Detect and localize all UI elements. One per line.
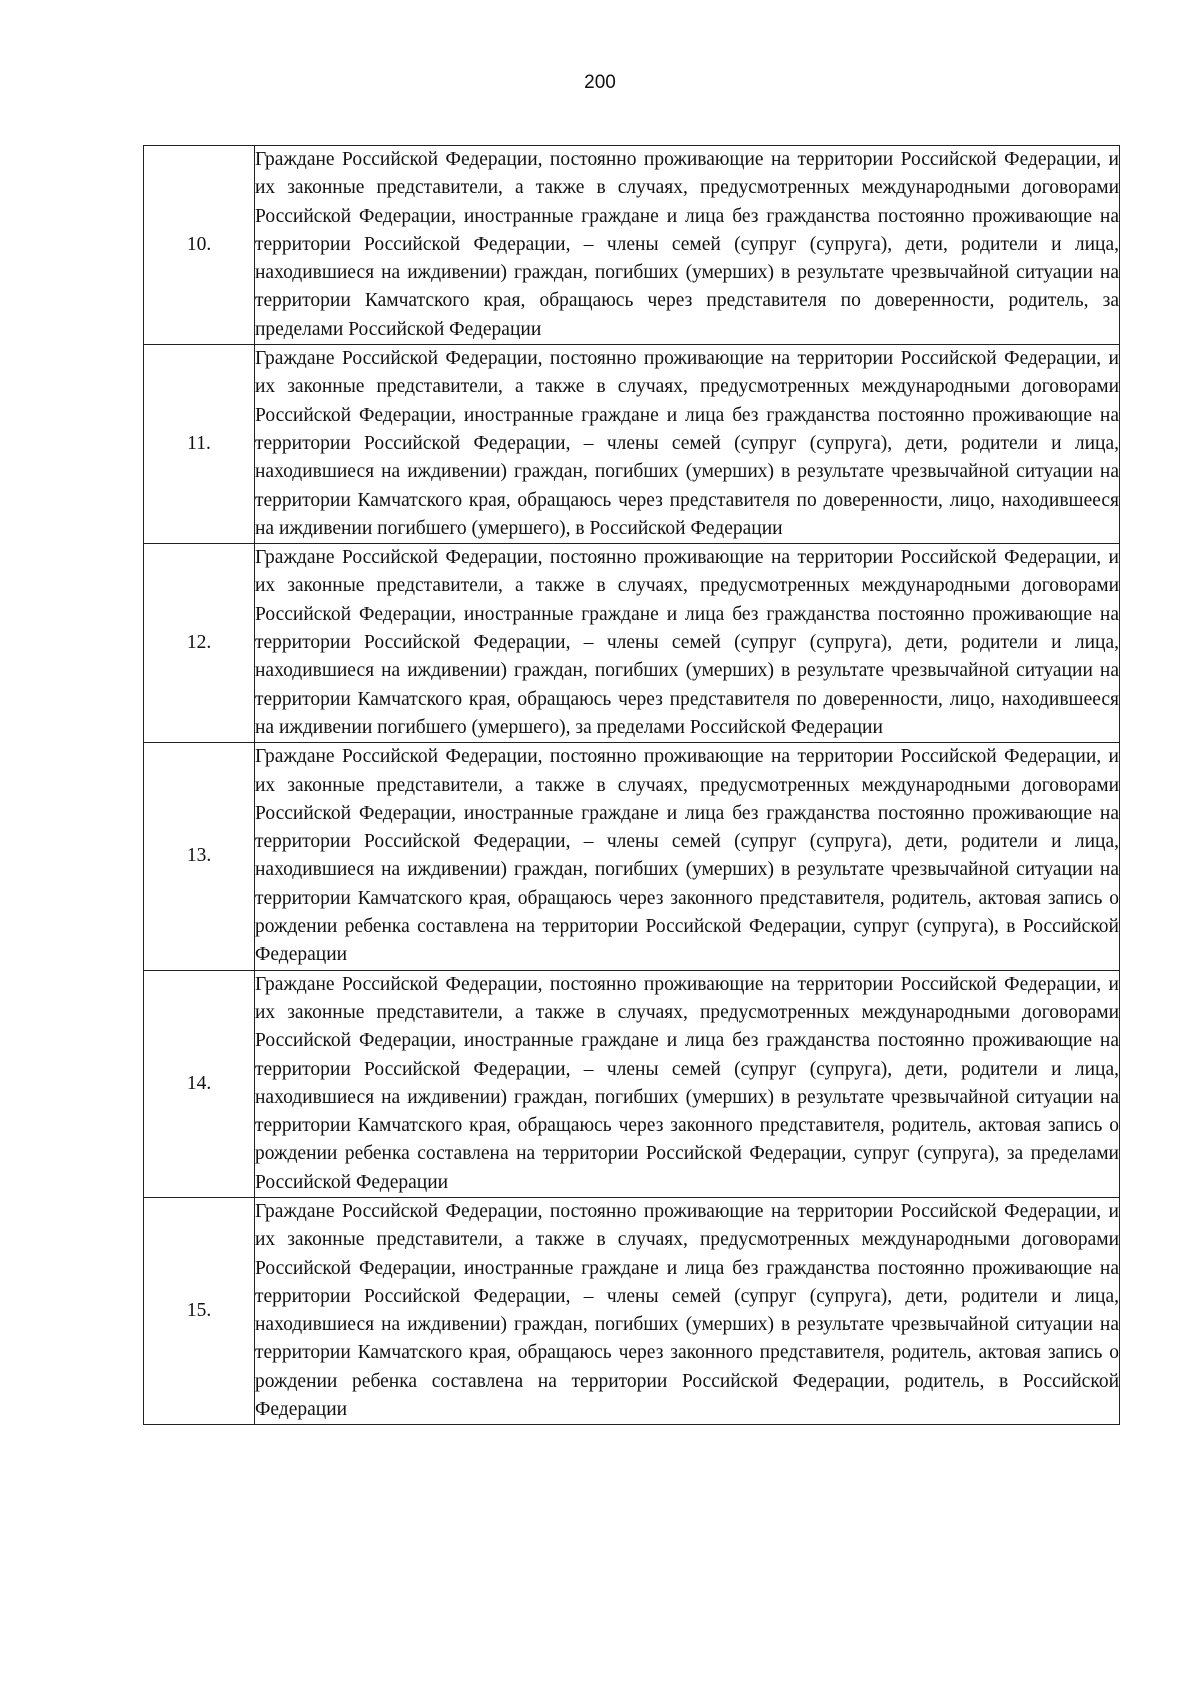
row-text: Граждане Российской Федерации, постоянно проживающие на территории Российской Федерации, и их законные представители, а также в случаях, предусмотренных международными договорами Российской Федерации, иностранные граждане и лица без гражданства постоянно проживающие на территории Российской Федерации, – члены семей (супруг (супруга), дети, родители и лица, находившиеся на иждивении) граждан, погибших (умерших) в результате чрезвычайной ситуации на территории Камчатского края, обращаюсь через представителя по доверенности, лицо, находившееся на иждивении погибшего (умершего), в Российской Федерации <box>255 345 1120 544</box>
table-row <box>144 970 1120 1197</box>
row-text: Граждане Российской Федерации, постоянно проживающие на территории Российской Федерации, и их законные представители, а также в случаях, предусмотренных международными договорами Российской Федерации, иностранные граждане и лица без гражданства постоянно проживающие на территории Российской Федерации, – члены семей (супруг (супруга), дети, родители и лица, находившиеся на иждивении) граждан, погибших (умерших) в результате чрезвычайной ситуации на территории Камчатского края, обращаюсь через законного представителя, родитель, актовая запись о рождении ребенка составлена на территории Российской Федерации, супруг (супруга), за пределами Российской Федерации <box>255 970 1120 1197</box>
row-number: 13. <box>144 743 255 970</box>
row-text: Граждане Российской Федерации, постоянно проживающие на территории Российской Федерации, и их законные представители, а также в случаях, предусмотренных международными договорами Российской Федерации, иностранные граждане и лица без гражданства постоянно проживающие на территории Российской Федерации, – члены семей (супруг (супруга), дети, родители и лица, находившиеся на иждивении) граждан, погибших (умерших) в результате чрезвычайной ситуации на территории Камчатского края, обращаюсь через представителя по доверенности, родитель, за пределами Российской Федерации <box>255 146 1120 345</box>
document-table <box>143 145 1120 1425</box>
row-number: 11. <box>144 345 255 544</box>
row-number: 14. <box>144 970 255 1197</box>
row-number: 12. <box>144 544 255 743</box>
page-number: 200 <box>584 72 616 93</box>
table-row <box>144 146 1120 345</box>
table-row <box>144 544 1120 743</box>
row-number: 15. <box>144 1197 255 1424</box>
row-number: 10. <box>144 146 255 345</box>
table-row <box>144 1197 1120 1424</box>
table-row <box>144 743 1120 970</box>
row-text: Граждане Российской Федерации, постоянно проживающие на территории Российской Федерации, и их законные представители, а также в случаях, предусмотренных международными договорами Российской Федерации, иностранные граждане и лица без гражданства постоянно проживающие на территории Российской Федерации, – члены семей (супруг (супруга), дети, родители и лица, находившиеся на иждивении) граждан, погибших (умерших) в результате чрезвычайной ситуации на территории Камчатского края, обращаюсь через законного представителя, родитель, актовая запись о рождении ребенка составлена на территории Российской Федерации, супруг (супруга), в Российской Федерации <box>255 743 1120 970</box>
row-text: Граждане Российской Федерации, постоянно проживающие на территории Российской Федерации, и их законные представители, а также в случаях, предусмотренных международными договорами Российской Федерации, иностранные граждане и лица без гражданства постоянно проживающие на территории Российской Федерации, – члены семей (супруг (супруга), дети, родители и лица, находившиеся на иждивении) граждан, погибших (умерших) в результате чрезвычайной ситуации на территории Камчатского края, обращаюсь через представителя по доверенности, лицо, находившееся на иждивении погибшего (умершего), за пределами Российской Федерации <box>255 544 1120 743</box>
table-row <box>144 345 1120 544</box>
row-text: Граждане Российской Федерации, постоянно проживающие на территории Российской Федерации, и их законные представители, а также в случаях, предусмотренных международными договорами Российской Федерации, иностранные граждане и лица без гражданства постоянно проживающие на территории Российской Федерации, – члены семей (супруг (супруга), дети, родители и лица, находившиеся на иждивении) граждан, погибших (умерших) в результате чрезвычайной ситуации на территории Камчатского края, обращаюсь через законного представителя, родитель, актовая запись о рождении ребенка составлена на территории Российской Федерации, родитель, в Российской Федерации <box>255 1197 1120 1424</box>
